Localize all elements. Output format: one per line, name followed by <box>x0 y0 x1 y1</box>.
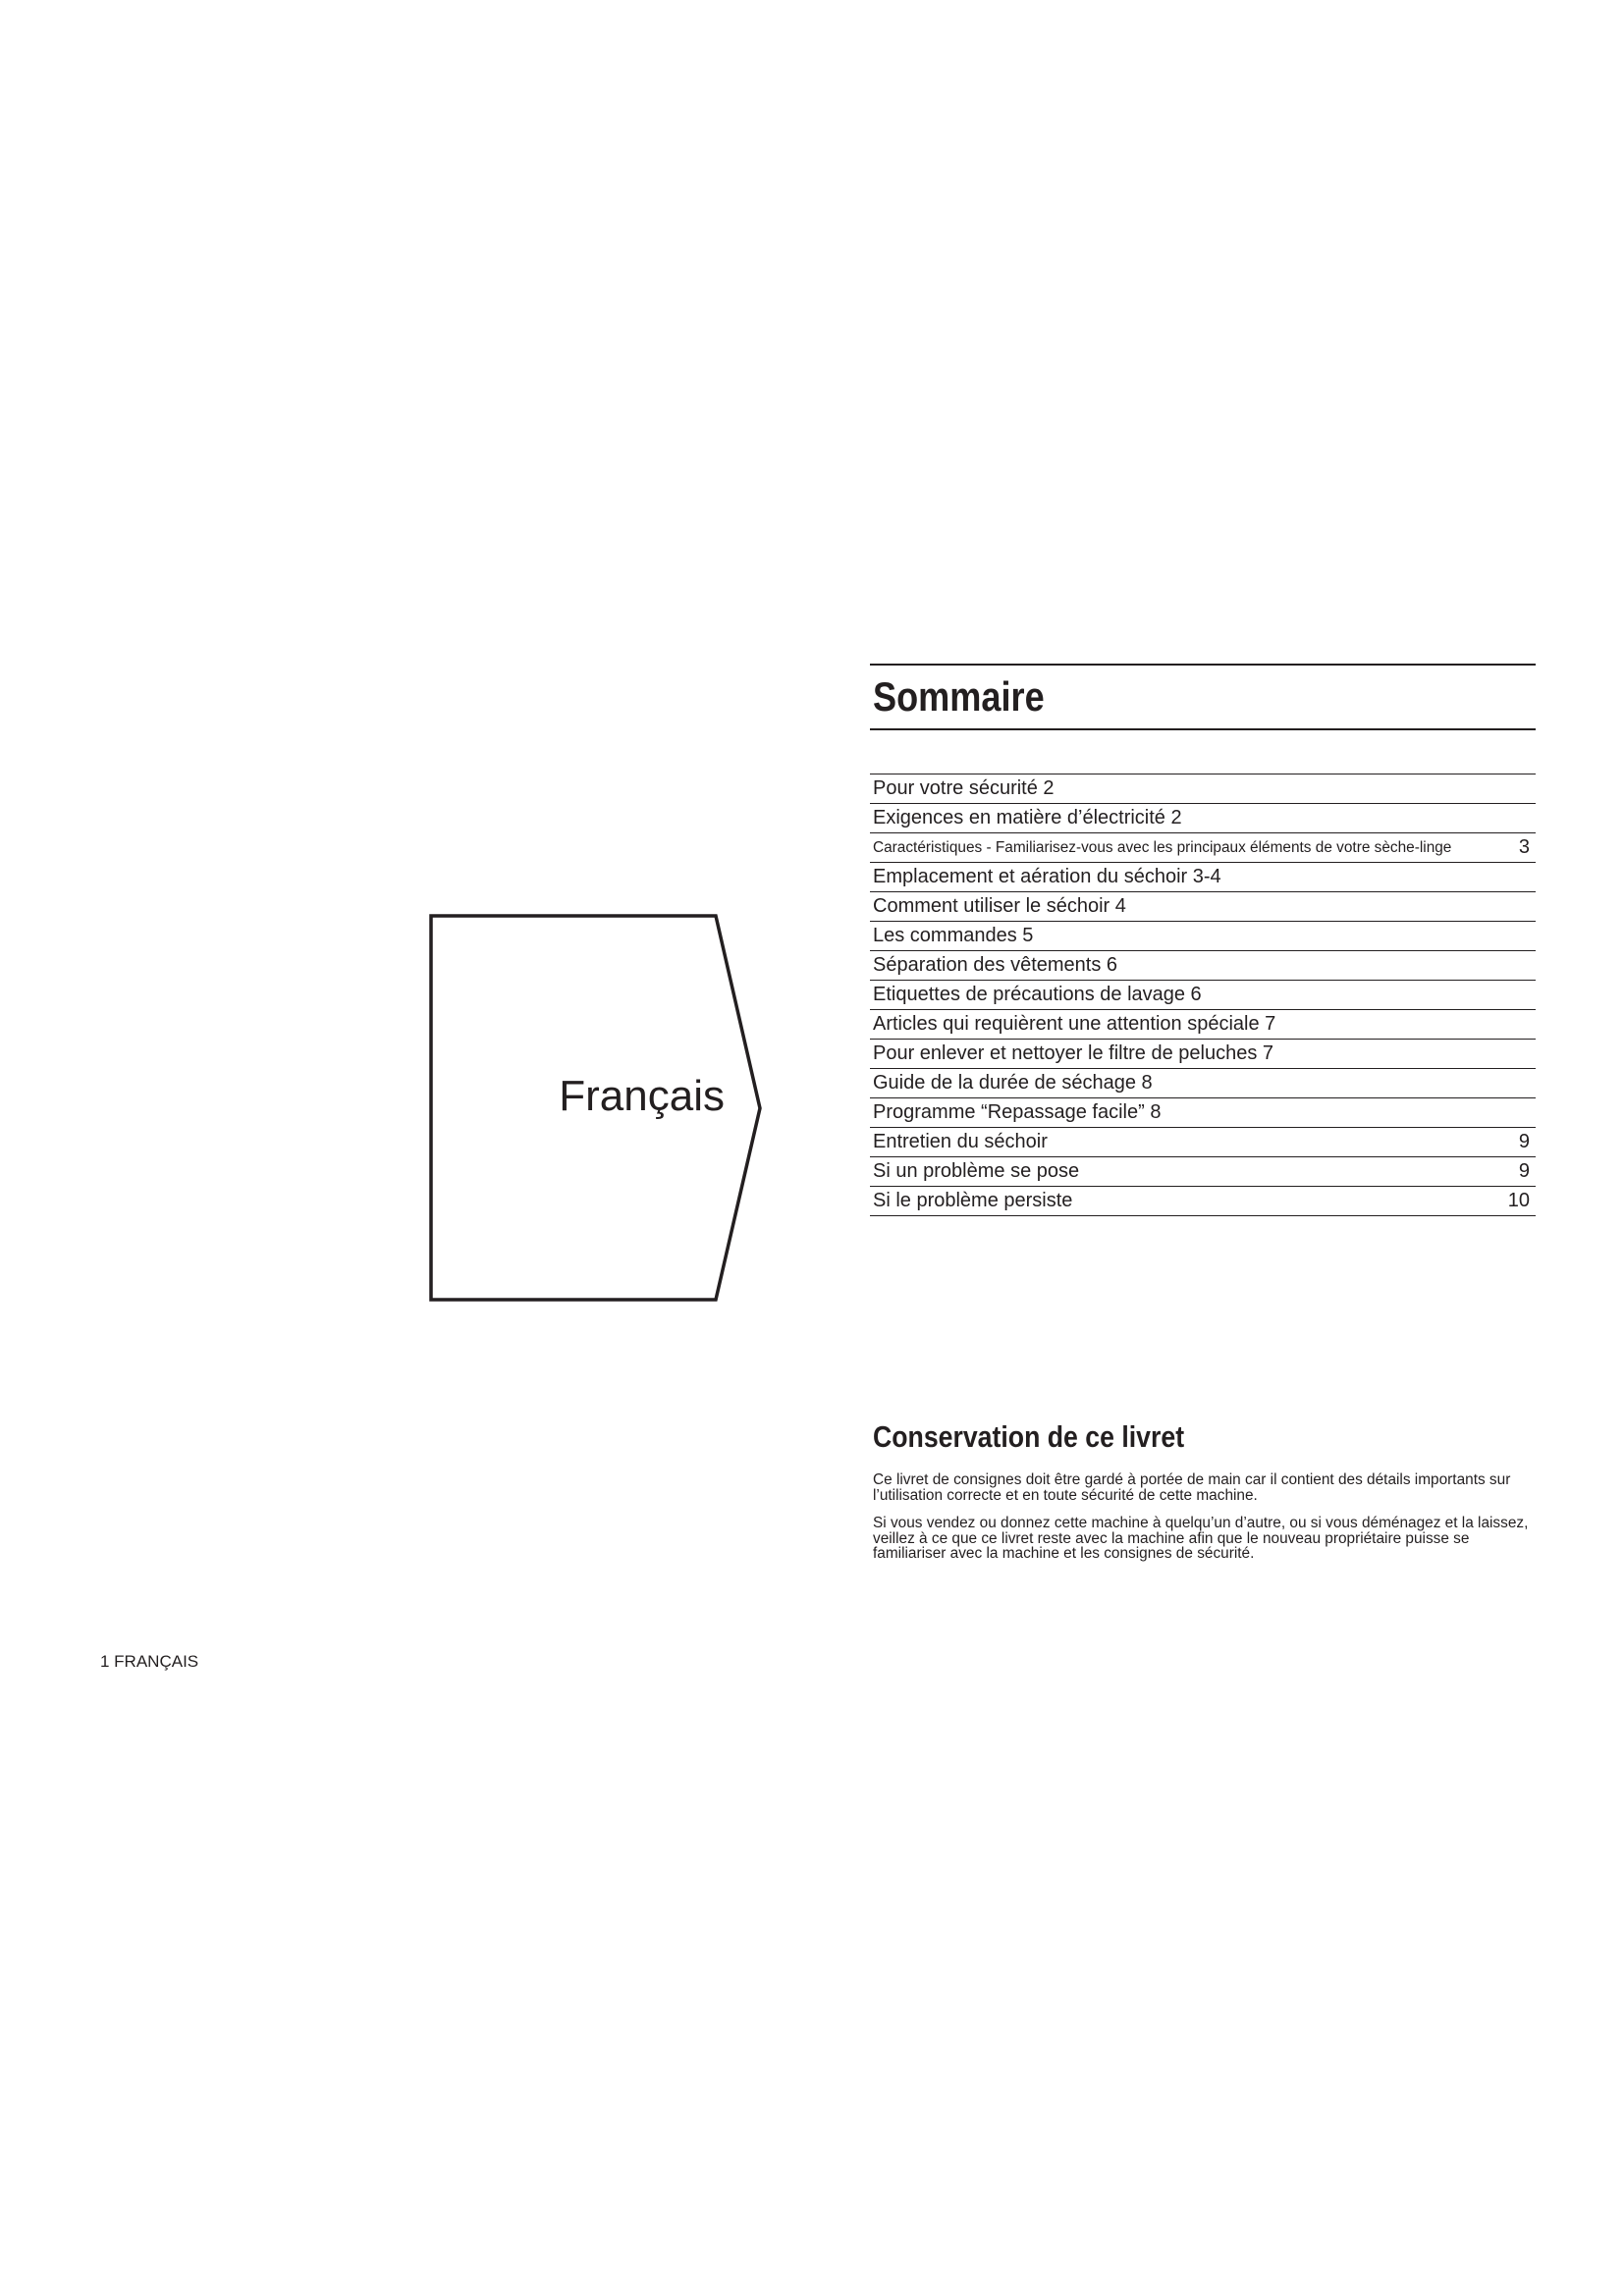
toc-entry-label: Etiquettes de précautions de lavage 6 <box>873 984 1202 1005</box>
page-folio: 1 FRANÇAIS <box>100 1652 199 1671</box>
conservation-section <box>873 1419 1541 1575</box>
toc-entry-label: Entretien du séchoir <box>873 1131 1048 1152</box>
toc-entry-label: Programme “Repassage facile” 8 <box>873 1101 1162 1123</box>
toc-entry-label: Pour votre sécurité 2 <box>873 777 1055 799</box>
toc-entry-label: Articles qui requièrent une attention spéciale 7 <box>873 1013 1276 1035</box>
toc-entry-label: Les commandes 5 <box>873 925 1034 946</box>
table-of-contents <box>870 664 1536 1216</box>
toc-entry[interactable] <box>870 862 1536 891</box>
toc-entry[interactable] <box>870 980 1536 1009</box>
toc-entry[interactable] <box>870 1127 1536 1156</box>
toc-entry[interactable] <box>870 891 1536 921</box>
toc-entry[interactable] <box>870 1186 1536 1216</box>
conservation-paragraph: Si vous vendez ou donnez cette machine à quelqu’un d’autre, ou si vous déménagez et la laissez, veillez à ce que ce livret reste avec la machine afin que le nouveau propriétaire puisse se familiariser avec la machine et les consignes de sécurité. <box>873 1515 1529 1562</box>
toc-entry-label: Pour enlever et nettoyer le filtre de peluches 7 <box>873 1042 1274 1064</box>
toc-entry[interactable] <box>870 1009 1536 1039</box>
language-tab-label: Français <box>559 1072 725 1120</box>
toc-entry-label: Séparation des vêtements 6 <box>873 954 1118 976</box>
toc-entry-page: 9 <box>1518 1131 1530 1152</box>
toc-entry[interactable] <box>870 1068 1536 1097</box>
toc-entry-page: 3 <box>1518 836 1530 858</box>
toc-entry-label: Si le problème persiste <box>873 1190 1073 1211</box>
toc-entry[interactable] <box>870 1156 1536 1186</box>
toc-entry[interactable] <box>870 774 1536 803</box>
toc-list <box>870 774 1536 1216</box>
toc-entry-page: 10 <box>1507 1190 1530 1211</box>
toc-entry[interactable] <box>870 950 1536 980</box>
toc-entry-label: Guide de la durée de séchage 8 <box>873 1072 1153 1094</box>
toc-entry-label: Emplacement et aération du séchoir 3-4 <box>873 866 1221 887</box>
toc-entry-page: 9 <box>1518 1160 1530 1182</box>
title-rule-top <box>870 664 1536 666</box>
toc-entry-label: Comment utiliser le séchoir 4 <box>873 895 1126 917</box>
conservation-paragraph: Ce livret de consignes doit être gardé à portée de main car il contient des détails importants sur l’utilisation correcte et en toute sécurité de cette machine. <box>873 1471 1511 1504</box>
conservation-title: Conservation de ce livret <box>873 1419 1185 1454</box>
toc-entry[interactable] <box>870 1039 1536 1068</box>
title-rule-bottom <box>870 728 1536 730</box>
toc-entry-label: Caractéristiques - Familiarisez-vous avec les principaux éléments de votre sèche-linge <box>873 838 1452 856</box>
toc-title: Sommaire <box>873 673 1045 720</box>
toc-entry[interactable] <box>870 803 1536 832</box>
toc-entry[interactable] <box>870 1097 1536 1127</box>
toc-entry[interactable] <box>870 921 1536 950</box>
toc-entry-label: Exigences en matière d’électricité 2 <box>873 807 1182 828</box>
toc-entry-label: Si un problème se pose <box>873 1160 1080 1182</box>
toc-entry[interactable] <box>870 832 1536 862</box>
